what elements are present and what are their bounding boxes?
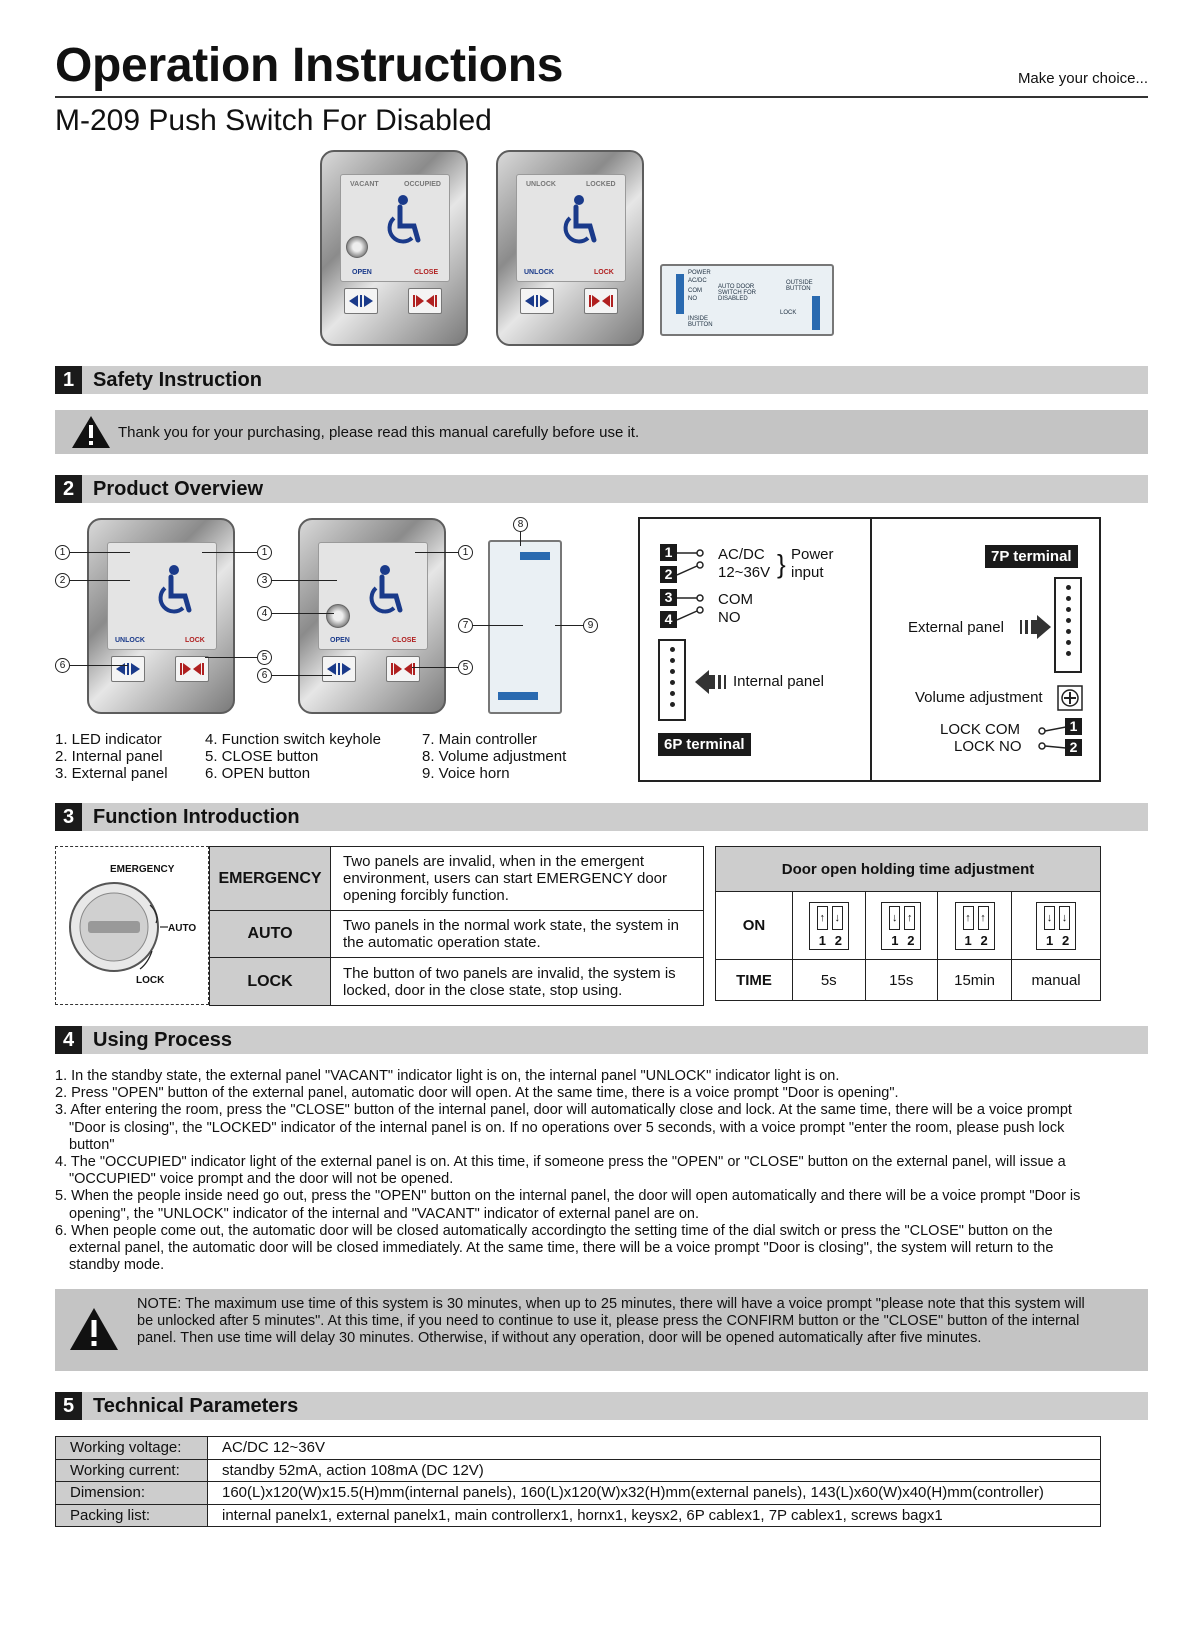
lock-terminal-1: 1 xyxy=(1065,718,1082,735)
key-dial-icon xyxy=(64,875,168,979)
volume-adjustment-text: Volume adjustment xyxy=(915,689,1043,706)
open-arrows-icon xyxy=(347,294,375,308)
title-divider xyxy=(55,96,1148,98)
legend-item: 1. LED indicator xyxy=(55,731,162,748)
legend-item: 8. Volume adjustment xyxy=(422,748,567,765)
dial-lock-label: LOCK xyxy=(136,975,165,986)
close-arrows-icon xyxy=(411,294,439,308)
section-title: Product Overview xyxy=(93,478,264,500)
6p-terminal-tag: 6P terminal xyxy=(658,733,751,756)
dip-number: 2 xyxy=(1062,932,1070,948)
callout-5: 5 xyxy=(458,660,473,675)
close-button[interactable] xyxy=(386,656,420,682)
dip-switch-2: ↑ xyxy=(978,906,989,930)
external-panel-text: External panel xyxy=(908,619,1004,636)
terminal-block xyxy=(676,274,684,314)
param-value: AC/DC 12~36V xyxy=(208,1437,1101,1460)
callout-line xyxy=(555,625,583,626)
dip-switch-1: ↑ xyxy=(963,906,974,930)
legend-item: 3. External panel xyxy=(55,765,168,782)
on-label: ON xyxy=(716,892,793,960)
lock-com-text: LOCK COM xyxy=(940,721,1021,738)
mode-lock: LOCK xyxy=(210,958,331,1006)
using-process-list xyxy=(55,1068,1105,1274)
time-value: 5s xyxy=(793,960,866,1001)
unlock-label: UNLOCK xyxy=(524,269,554,276)
mode-description: Two panels are invalid, when in the emergent environment, users can start EMERGENCY door opening forcibly function. xyxy=(331,847,704,911)
internal-panel-text: Internal panel xyxy=(733,673,824,690)
callout-2: 2 xyxy=(55,573,70,588)
power-text: Power xyxy=(791,546,834,563)
terminal-1: 1 xyxy=(660,544,677,561)
6p-connector xyxy=(658,639,686,721)
callout-3: 3 xyxy=(257,573,272,588)
vacant-label: VACANT xyxy=(350,181,379,188)
section-number: 1 xyxy=(55,366,82,394)
callout-line xyxy=(412,667,458,668)
volume-knob-icon xyxy=(1057,685,1083,711)
arrow-right-icon xyxy=(1015,614,1051,640)
dip-number: 2 xyxy=(980,932,988,948)
callout-6: 6 xyxy=(257,668,272,683)
list-item: 6. When people come out, the automatic door will be closed automatically accordingto the setting time of the dial switch or press the "CLOSE" button on the external panel, the automatic door will be closed immediately. At the same time, there will be a voice prompt "Door is closing", the system will return to the standby mode. xyxy=(55,1222,1054,1274)
external-panel-photo xyxy=(320,150,468,346)
dip-switch-icon xyxy=(955,902,995,950)
warning-icon xyxy=(69,1307,119,1351)
close-arrows-icon xyxy=(178,662,206,676)
dip-number: 1 xyxy=(1046,932,1054,948)
wiring-divider xyxy=(870,519,872,780)
lock-label: LOCK xyxy=(594,269,614,276)
close-arrows-icon xyxy=(389,662,417,676)
dip-number: 1 xyxy=(964,932,972,948)
dip-switch-1: ↓ xyxy=(1044,906,1055,930)
dip-switch-icon xyxy=(881,902,921,950)
callout-line xyxy=(205,657,257,658)
table-header-row xyxy=(716,847,1101,892)
main-controller-photo xyxy=(660,264,834,336)
callout-5: 5 xyxy=(257,650,272,665)
table-row xyxy=(56,1459,1101,1482)
warning-icon xyxy=(71,415,111,449)
callout-4: 4 xyxy=(257,606,272,621)
terminal-block xyxy=(498,692,538,700)
section-number: 2 xyxy=(55,475,82,503)
input-text: input xyxy=(791,564,824,581)
callout-line xyxy=(272,613,334,614)
dip-number: 2 xyxy=(834,932,842,948)
section-header-function xyxy=(55,803,1148,831)
time-value: 15min xyxy=(938,960,1012,1001)
dial-auto-label: AUTO xyxy=(168,923,197,934)
open-button[interactable] xyxy=(520,288,554,314)
callout-line xyxy=(272,580,337,581)
legend-col-2 xyxy=(205,731,381,782)
legend-item: 5. CLOSE button xyxy=(205,748,319,765)
table-row xyxy=(716,960,1101,1001)
section-number: 4 xyxy=(55,1026,82,1054)
inside-button-label: INSIDE BUTTON xyxy=(688,316,713,328)
dip-switch-1: ↑ xyxy=(817,906,828,930)
callout-line xyxy=(70,665,128,666)
dip-number: 2 xyxy=(907,932,915,948)
wheelchair-icon xyxy=(151,564,195,618)
voltage-text: 12~36V xyxy=(718,564,771,581)
mode-auto: AUTO xyxy=(210,911,331,958)
list-item: 3. After entering the room, press the "CLOSE" button of the internal panel, door will automatically close and lock. At the same time, there will be a voice prompt "Door is closing", the "LOCKED" indicator of the internal panel is on. If no operations over 5 seconds, with a voice prompt "enter the room, please push lock button" xyxy=(55,1102,1072,1153)
lock-wire-leads-icon xyxy=(1038,719,1066,759)
overview-controller xyxy=(488,540,562,714)
open-button[interactable] xyxy=(111,656,145,682)
dip-switch-2: ↑ xyxy=(904,906,915,930)
table-row xyxy=(56,1437,1101,1460)
close-label: CLOSE xyxy=(414,269,439,276)
unlock-label: UNLOCK xyxy=(115,637,145,644)
note-text: NOTE: The maximum use time of this system is 30 minutes, when up to 25 minutes, there will have a voice prompt "please note that this system will be unlocked after 5 minutes". At this time, if you need to continue to use it, please press the CONFIRM button or the "CLOSE" button of the internal panel. Then use time will delay 30 minutes. Otherwise, if without any operation, door will be opened automatically after five minutes. xyxy=(137,1296,1085,1347)
lock-terminal-label: LOCK xyxy=(780,310,797,316)
technical-parameters-table xyxy=(55,1436,1101,1527)
table-row xyxy=(716,892,1101,960)
section-number: 3 xyxy=(55,803,82,831)
section-number: 5 xyxy=(55,1392,82,1420)
time-value: 15s xyxy=(865,960,938,1001)
callout-8: 8 xyxy=(513,517,528,532)
list-item: 1. In the standby state, the external panel "VACANT" indicator light is on, the internal panel "UNLOCK" indicator light is on. xyxy=(55,1068,840,1084)
mode-description: Two panels in the normal work state, the system in the automatic operation state. xyxy=(331,911,704,958)
lock-no-text: LOCK NO xyxy=(954,738,1022,755)
controller-name-label: AUTO DOOR SWITCH FOR DISABLED xyxy=(718,284,756,302)
callout-6: 6 xyxy=(55,658,70,673)
close-button[interactable] xyxy=(584,288,618,314)
callout-7: 7 xyxy=(458,618,473,633)
7p-connector xyxy=(1054,577,1082,673)
section-title: Function Introduction xyxy=(93,806,300,828)
time-value: manual xyxy=(1012,960,1101,1001)
com-text: COM xyxy=(718,591,753,608)
param-value: standby 52mA, action 108mA (DC 12V) xyxy=(208,1459,1101,1482)
section-title: Safety Instruction xyxy=(93,369,262,391)
wire-leads-icon xyxy=(677,544,705,630)
terminal-block xyxy=(812,296,820,330)
param-value: internal panelx1, external panelx1, main controllerx1, hornx1, keysx2, 6P cablex1, 7P cablex1, screws bagx1 xyxy=(208,1504,1101,1527)
wheelchair-icon xyxy=(556,194,600,248)
callout-line xyxy=(202,552,257,553)
close-button[interactable] xyxy=(175,656,209,682)
terminal-block xyxy=(520,552,550,560)
acdc-label: AC/DC xyxy=(688,278,707,284)
internal-panel-photo xyxy=(496,150,644,346)
open-arrows-icon xyxy=(523,294,551,308)
door-hold-header: Door open holding time adjustment xyxy=(716,847,1101,892)
legend-col-1 xyxy=(55,731,168,782)
open-label: OPEN xyxy=(330,637,350,644)
dip-setting-cell xyxy=(938,892,1012,960)
acdc-text: AC/DC xyxy=(718,546,765,563)
section-header-overview xyxy=(55,475,1148,503)
table-row xyxy=(210,847,704,911)
dip-number: 1 xyxy=(891,932,899,948)
no-label: NO xyxy=(688,296,697,302)
legend-item: 9. Voice horn xyxy=(422,765,510,782)
list-item: 4. The "OCCUPIED" indicator light of the external panel is on. At this time, if someone press the "OPEN" or "CLOSE" button on the external panel, will issue a "OCCUPIED" voice prompt and the door will not be opened. xyxy=(55,1154,1066,1188)
table-row xyxy=(210,911,704,958)
callout-line xyxy=(70,552,130,553)
open-button[interactable] xyxy=(322,656,356,682)
dip-switch-1: ↓ xyxy=(889,906,900,930)
mode-description: The button of two panels are invalid, the system is locked, door in the close state, stop using. xyxy=(331,958,704,1006)
param-key: Packing list: xyxy=(56,1504,208,1527)
overview-internal-panel xyxy=(87,518,235,714)
param-key: Dimension: xyxy=(56,1482,208,1505)
list-item: 5. When the people inside need go out, press the "OPEN" button on the internal panel, the door will open automatically and there will be a voice prompt "Door is opening", the "UNLOCK" indicator of the internal and "VACANT" indicator of external panel are on. xyxy=(55,1188,1081,1222)
wiring-diagram xyxy=(638,517,1101,782)
table-row xyxy=(56,1504,1101,1527)
legend-item: 4. Function switch keyhole xyxy=(205,731,381,748)
lock-label: LOCK xyxy=(185,637,205,644)
door-hold-table xyxy=(715,846,1101,1001)
dip-switch-2: ↓ xyxy=(1059,906,1070,930)
function-key-dial xyxy=(55,846,209,1005)
terminal-2: 2 xyxy=(660,566,677,583)
section-title: Using Process xyxy=(93,1029,232,1051)
callout-1: 1 xyxy=(257,545,272,560)
callout-1: 1 xyxy=(458,545,473,560)
keyhole-icon xyxy=(326,604,350,628)
param-key: Working current: xyxy=(56,1459,208,1482)
legend-item: 2. Internal panel xyxy=(55,748,163,765)
callout-line xyxy=(70,580,130,581)
dip-setting-cell xyxy=(1012,892,1101,960)
section-header-technical xyxy=(55,1392,1148,1420)
safety-notice-text: Thank you for your purchasing, please read this manual carefully before use it. xyxy=(118,424,640,441)
7p-terminal-tag: 7P terminal xyxy=(985,545,1078,568)
unlock-indicator-label: UNLOCK xyxy=(526,181,556,188)
outside-button-label: OUTSIDE BUTTON xyxy=(786,280,813,292)
dip-switch-icon xyxy=(809,902,849,950)
close-arrows-icon xyxy=(587,294,615,308)
model-title: M-209 Push Switch For Disabled xyxy=(55,104,492,137)
open-button[interactable] xyxy=(344,288,378,314)
safety-notice-box xyxy=(55,410,1148,454)
brace: } xyxy=(777,549,786,579)
page-title: Operation Instructions xyxy=(55,39,564,92)
table-row xyxy=(210,958,704,1006)
lock-terminal-2: 2 xyxy=(1065,739,1082,756)
callout-line xyxy=(415,552,458,553)
function-table xyxy=(209,846,704,1006)
time-label: TIME xyxy=(716,960,793,1001)
section-header-using xyxy=(55,1026,1148,1054)
param-key: Working voltage: xyxy=(56,1437,208,1460)
legend-col-3 xyxy=(422,731,566,782)
overview-external-panel xyxy=(298,518,446,714)
legend-item: 7. Main controller xyxy=(422,731,538,748)
callout-9: 9 xyxy=(583,618,598,633)
keyhole-icon xyxy=(346,236,368,258)
legend-item: 6. OPEN button xyxy=(205,765,311,782)
locked-indicator-label: LOCKED xyxy=(586,181,616,188)
open-arrows-icon xyxy=(325,662,353,676)
wheelchair-icon xyxy=(362,564,406,618)
dip-number: 1 xyxy=(818,932,826,948)
dip-setting-cell xyxy=(793,892,866,960)
dip-setting-cell xyxy=(865,892,938,960)
com-label: COM xyxy=(688,288,702,294)
close-button[interactable] xyxy=(408,288,442,314)
power-label: POWER xyxy=(688,270,711,276)
open-label: OPEN xyxy=(352,269,372,276)
note-box xyxy=(55,1289,1148,1371)
callout-line xyxy=(272,675,332,676)
dip-switch-icon xyxy=(1036,902,1076,950)
terminal-3: 3 xyxy=(660,589,677,606)
callout-line xyxy=(520,532,521,546)
dial-emergency-label: EMERGENCY xyxy=(110,864,175,875)
no-text: NO xyxy=(718,609,741,626)
close-label: CLOSE xyxy=(392,637,417,644)
mode-emergency: EMERGENCY xyxy=(210,847,331,911)
callout-line xyxy=(473,625,523,626)
occupied-label: OCCUPIED xyxy=(404,181,441,188)
callout-1: 1 xyxy=(55,545,70,560)
terminal-4: 4 xyxy=(660,611,677,628)
table-row xyxy=(56,1482,1101,1505)
dip-switch-2: ↓ xyxy=(832,906,843,930)
param-value: 160(L)x120(W)x15.5(H)mm(internal panels), 160(L)x120(W)x32(H)mm(external panels), 143(L)x60(W)x40(H)mm(controller) xyxy=(208,1482,1101,1505)
section-title: Technical Parameters xyxy=(93,1395,299,1417)
wheelchair-icon xyxy=(380,194,424,248)
list-item: 2. Press "OPEN" button of the external panel, automatic door will open. At the same time, there is a voice prompt "Door is opening". xyxy=(55,1085,899,1102)
tagline: Make your choice... xyxy=(1017,70,1148,87)
section-header-safety xyxy=(55,366,1148,394)
arrow-left-icon xyxy=(695,669,731,695)
